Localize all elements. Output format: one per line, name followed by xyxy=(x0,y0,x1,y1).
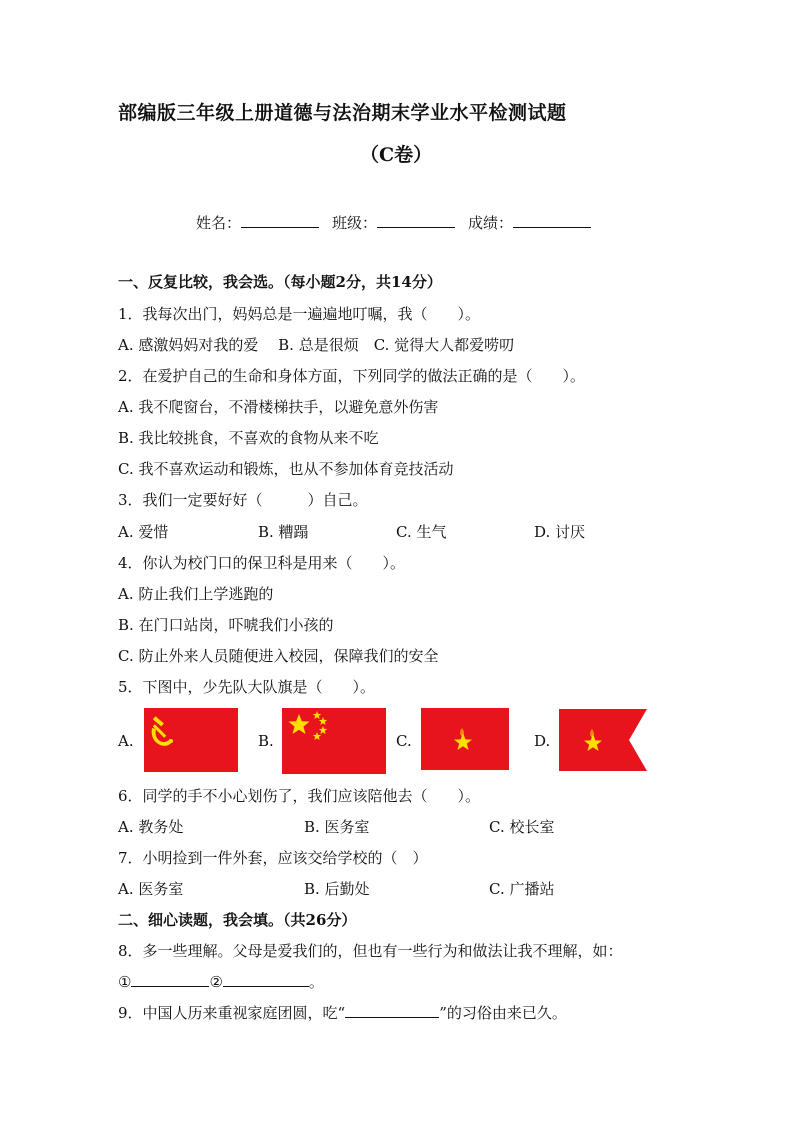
q2-option-b: B. 我比较挑食，不喜欢的食物从来不吃 xyxy=(118,429,379,447)
q8-blank2-marker: ② xyxy=(209,973,223,991)
q3-option-d: D. 讨厌 xyxy=(534,523,586,541)
score-label: 成绩： xyxy=(468,214,514,232)
q4-stem: 4．你认为校门口的保卫科是用来（ ）。 xyxy=(118,554,406,572)
team-flag-swallowtail-field xyxy=(559,709,647,771)
q7-option-a: A. 医务室 xyxy=(118,880,184,898)
q3-option-b: B. 糟蹋 xyxy=(258,523,309,541)
name-blank[interactable] xyxy=(241,213,319,228)
q5-option-d-label: D. xyxy=(534,732,551,750)
q9-prefix: 9．中国人历来重视家庭团圆，吃“ xyxy=(118,1004,346,1022)
q2-option-a: A. 我不爬窗台，不滑楼梯扶手，以避免意外伤害 xyxy=(118,398,439,416)
q6-option-a: A. 教务处 xyxy=(118,818,184,836)
q6-stem: 6．同学的手不小心划伤了，我们应该陪他去（ ）。 xyxy=(118,787,481,805)
name-field xyxy=(196,212,319,233)
team-flag-swallowtail xyxy=(559,709,647,771)
q8-end: 。 xyxy=(308,973,324,991)
q8-blank1[interactable] xyxy=(131,972,209,987)
score-field xyxy=(468,212,591,233)
section2-heading: 二、细心读题，我会填。（共26分） xyxy=(118,911,357,929)
q1-stem: 1．我每次出门，妈妈总是一遍遍地叮嘱，我（ ）。 xyxy=(118,305,481,323)
page-title: 部编版三年级上册道德与法治期末学业水平检测试题 xyxy=(118,102,567,124)
q8-stem: 8．多一些理解。父母是爱我们的，但也有一些行为和做法让我不理解，如： xyxy=(118,942,623,960)
q1-options: A. 感激妈妈对我的爱 B. 总是很烦 C. 觉得大人都爱唠叨 xyxy=(118,336,515,354)
class-blank[interactable] xyxy=(377,213,455,228)
q5-option-c-label: C. xyxy=(396,732,412,750)
class-label: 班级： xyxy=(332,214,378,232)
q8-blanks xyxy=(118,972,324,992)
score-blank[interactable] xyxy=(513,213,591,228)
section1-heading: 一、反复比较，我会选。（每小题2分，共14分） xyxy=(118,273,442,291)
q9-suffix: ”的习俗由来已久。 xyxy=(439,1004,567,1022)
q3-stem: 3．我们一定要好好（ ）自己。 xyxy=(118,491,368,509)
q3-option-a: A. 爱惜 xyxy=(118,523,169,541)
q9-line xyxy=(118,1003,567,1023)
q4-option-a: A. 防止我们上学逃跑的 xyxy=(118,585,274,603)
q8-blank1-marker: ① xyxy=(118,973,132,991)
q8-blank2[interactable] xyxy=(223,972,309,987)
q7-stem: 7．小明捡到一件外套，应该交给学校的（ ） xyxy=(118,849,428,867)
q4-option-c: C. 防止外来人员随便进入校园，保障我们的安全 xyxy=(118,647,439,665)
q6-option-c: C. 校长室 xyxy=(489,818,555,836)
class-field xyxy=(332,212,455,233)
q2-stem: 2．在爱护自己的生命和身体方面，下列同学的做法正确的是（ ）。 xyxy=(118,367,586,385)
q7-option-c: C. 广播站 xyxy=(489,880,555,898)
q2-option-c: C. 我不喜欢运动和锻炼，也从不参加体育竞技活动 xyxy=(118,460,454,478)
team-flag-rectangular xyxy=(421,708,509,770)
q5-stem: 5．下图中，少先队大队旗是（ ）。 xyxy=(118,678,376,696)
q5-option-a-label: A. xyxy=(118,732,134,750)
party-flag xyxy=(144,708,238,772)
q6-option-b: B. 医务室 xyxy=(304,818,370,836)
q9-blank[interactable] xyxy=(345,1003,439,1018)
national-flag xyxy=(282,708,386,774)
q5-option-b-label: B. xyxy=(258,732,274,750)
q4-option-b: B. 在门口站岗，吓唬我们小孩的 xyxy=(118,616,334,634)
page-subtitle: （C卷） xyxy=(360,144,433,166)
q3-option-c: C. 生气 xyxy=(396,523,447,541)
q7-option-b: B. 后勤处 xyxy=(304,880,370,898)
name-label: 姓名： xyxy=(196,214,242,232)
